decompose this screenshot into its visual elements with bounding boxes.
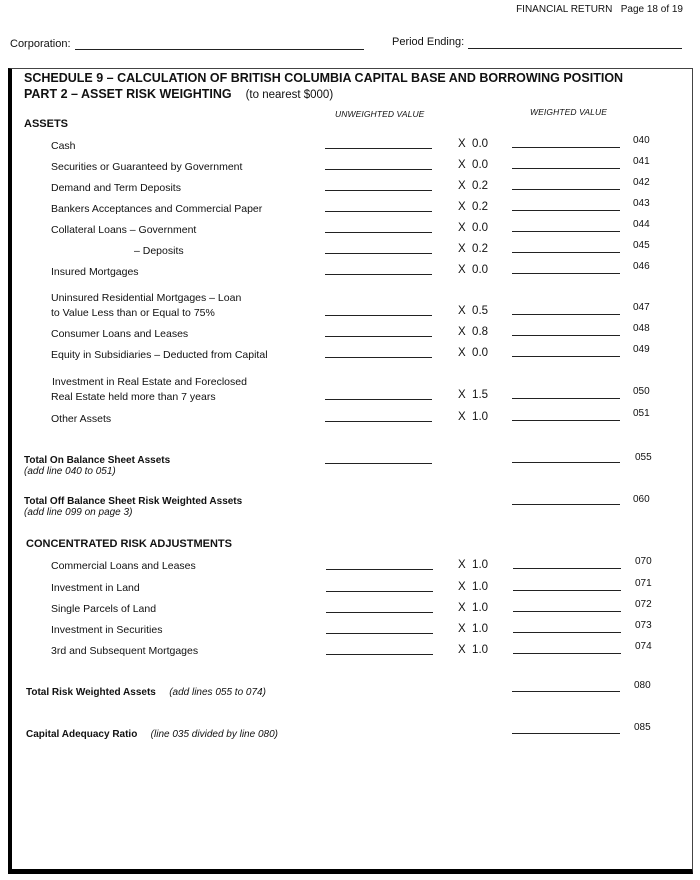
schedule-title: SCHEDULE 9 – CALCULATION OF BRITISH COLUMBIA CAPITAL BASE AND BORROWING POSITION bbox=[24, 71, 624, 85]
form-title: FINANCIAL RETURN bbox=[516, 4, 613, 15]
weighted-value-input[interactable] bbox=[512, 147, 620, 148]
part-title-note: (to nearest $000) bbox=[245, 89, 334, 101]
weighted-value-input[interactable] bbox=[512, 210, 620, 211]
line-code: 042 bbox=[633, 177, 650, 188]
line-code-055: 055 bbox=[635, 452, 652, 463]
weighted-value-input[interactable] bbox=[512, 420, 620, 421]
risk-multiplier: X 0.2 bbox=[458, 180, 489, 192]
risk-multiplier: X 1.0 bbox=[458, 644, 489, 656]
total-risk-note: (add lines 055 to 074) bbox=[169, 687, 266, 698]
concentrated-label: Investment in Securities bbox=[51, 624, 163, 636]
risk-multiplier: X 1.0 bbox=[458, 581, 489, 593]
total-on-balance-unweighted-input[interactable] bbox=[325, 463, 432, 464]
unweighted-value-input[interactable] bbox=[326, 612, 433, 613]
risk-multiplier: X 0.0 bbox=[458, 222, 489, 234]
asset-label-line2: Real Estate held more than 7 years bbox=[51, 391, 216, 403]
weighted-value-input[interactable] bbox=[512, 398, 620, 399]
concentrated-heading: CONCENTRATED RISK ADJUSTMENTS bbox=[26, 538, 232, 550]
line-code: 040 bbox=[633, 135, 650, 146]
unweighted-value-input[interactable] bbox=[325, 315, 432, 316]
line-code: 044 bbox=[633, 219, 650, 230]
capital-ratio-note: (line 035 divided by line 080) bbox=[150, 729, 278, 740]
asset-label bbox=[51, 223, 196, 238]
total-on-balance-weighted-input[interactable] bbox=[512, 462, 620, 463]
period-ending-label: Period Ending: bbox=[392, 36, 465, 48]
capital-ratio-row bbox=[26, 724, 278, 742]
line-code: 046 bbox=[633, 261, 650, 272]
total-risk-label: Total Risk Weighted Assets bbox=[26, 687, 156, 698]
unweighted-value-input[interactable] bbox=[325, 190, 432, 191]
line-code: 049 bbox=[633, 344, 650, 355]
asset-label bbox=[52, 375, 247, 405]
concentrated-label: 3rd and Subsequent Mortgages bbox=[51, 645, 199, 657]
asset-label-line1: Investment in Real Estate and Foreclosed bbox=[52, 376, 247, 388]
asset-label bbox=[51, 412, 111, 427]
line-code: 073 bbox=[635, 620, 652, 631]
weighted-value-input[interactable] bbox=[512, 335, 620, 336]
total-risk-weighted-input[interactable] bbox=[512, 691, 620, 692]
weighted-value-input[interactable] bbox=[512, 356, 620, 357]
line-code: 045 bbox=[633, 240, 650, 251]
total-off-balance-row bbox=[24, 496, 242, 518]
total-off-balance-weighted-input[interactable] bbox=[512, 504, 620, 505]
total-off-balance-note: (add line 099 on page 3) bbox=[24, 507, 133, 518]
weighted-value-input[interactable] bbox=[513, 590, 621, 591]
risk-multiplier: X 1.0 bbox=[458, 623, 489, 635]
form-header bbox=[516, 4, 683, 15]
weighted-value-input[interactable] bbox=[512, 314, 620, 315]
asset-label bbox=[51, 181, 181, 196]
asset-label bbox=[51, 291, 241, 321]
weighted-value-input[interactable] bbox=[512, 252, 620, 253]
line-code: 048 bbox=[633, 323, 650, 334]
risk-multiplier: X 1.0 bbox=[458, 602, 489, 614]
unweighted-value-input[interactable] bbox=[325, 253, 432, 254]
risk-multiplier: X 0.0 bbox=[458, 347, 489, 359]
line-code: 050 bbox=[633, 386, 650, 397]
line-code: 072 bbox=[635, 599, 652, 610]
risk-multiplier: X 1.0 bbox=[458, 411, 489, 423]
page-number: Page 18 of 19 bbox=[620, 4, 683, 15]
risk-multiplier: X 1.5 bbox=[458, 389, 489, 401]
unweighted-value-input[interactable] bbox=[325, 336, 432, 337]
weighted-value-input[interactable] bbox=[512, 168, 620, 169]
asset-label bbox=[51, 265, 139, 280]
corporation-label: Corporation: bbox=[10, 38, 71, 50]
capital-ratio-label: Capital Adequacy Ratio bbox=[26, 729, 138, 740]
risk-multiplier: X 0.0 bbox=[458, 159, 489, 171]
risk-multiplier: X 0.8 bbox=[458, 326, 489, 338]
risk-multiplier: X 0.5 bbox=[458, 305, 489, 317]
asset-label bbox=[51, 327, 188, 342]
total-on-balance-note: (add line 040 to 051) bbox=[24, 466, 116, 477]
line-code-085: 085 bbox=[634, 722, 651, 733]
asset-label-line1: Other Assets bbox=[51, 413, 112, 425]
concentrated-label: Commercial Loans and Leases bbox=[51, 560, 196, 572]
col-header-unweighted: UNWEIGHTED VALUE bbox=[335, 109, 425, 119]
asset-label bbox=[51, 139, 76, 154]
unweighted-value-input[interactable] bbox=[325, 232, 432, 233]
unweighted-value-input[interactable] bbox=[326, 569, 433, 570]
risk-multiplier: X 0.2 bbox=[458, 201, 489, 213]
asset-label-line1: Consumer Loans and Leases bbox=[51, 328, 189, 340]
line-code: 051 bbox=[633, 408, 650, 419]
weighted-value-input[interactable] bbox=[513, 632, 621, 633]
line-code: 043 bbox=[633, 198, 650, 209]
weighted-value-input[interactable] bbox=[512, 189, 620, 190]
unweighted-value-input[interactable] bbox=[325, 421, 432, 422]
period-ending-field[interactable] bbox=[468, 48, 682, 49]
capital-ratio-input[interactable] bbox=[512, 733, 620, 734]
asset-label bbox=[51, 348, 268, 363]
part-title bbox=[24, 87, 333, 101]
weighted-value-input[interactable] bbox=[513, 653, 621, 654]
asset-label-line1: Demand and Term Deposits bbox=[51, 182, 181, 194]
line-code-080: 080 bbox=[634, 680, 651, 691]
unweighted-value-input[interactable] bbox=[326, 654, 433, 655]
line-code: 070 bbox=[635, 556, 652, 567]
asset-label-line1: Cash bbox=[51, 140, 76, 152]
asset-label-line1: Securities or Guaranteed by Government bbox=[51, 161, 243, 173]
line-code: 041 bbox=[633, 156, 650, 167]
weighted-value-input[interactable] bbox=[513, 568, 621, 569]
risk-multiplier: X 1.0 bbox=[458, 559, 489, 571]
unweighted-value-input[interactable] bbox=[325, 148, 432, 149]
line-code-060: 060 bbox=[633, 494, 650, 505]
risk-multiplier: X 0.2 bbox=[458, 243, 489, 255]
line-code: 071 bbox=[635, 578, 652, 589]
total-on-balance-row bbox=[24, 455, 170, 477]
asset-label bbox=[51, 160, 242, 175]
assets-heading: ASSETS bbox=[24, 118, 69, 130]
part-title-text: PART 2 – ASSET RISK WEIGHTING bbox=[24, 87, 232, 101]
unweighted-value-input[interactable] bbox=[325, 169, 432, 170]
col-header-weighted: WEIGHTED VALUE bbox=[530, 107, 607, 117]
asset-label bbox=[51, 202, 262, 217]
asset-label-line1: Equity in Subsidiaries – Deducted from Capital bbox=[51, 349, 268, 361]
weighted-value-input[interactable] bbox=[512, 273, 620, 274]
corporation-field[interactable] bbox=[75, 49, 364, 50]
asset-label-line1: Collateral Loans – Government bbox=[51, 224, 197, 236]
line-code: 074 bbox=[635, 641, 652, 652]
concentrated-label: Investment in Land bbox=[51, 582, 140, 594]
risk-multiplier: X 0.0 bbox=[458, 264, 489, 276]
unweighted-value-input[interactable] bbox=[325, 399, 432, 400]
unweighted-value-input[interactable] bbox=[326, 591, 433, 592]
unweighted-value-input[interactable] bbox=[325, 357, 432, 358]
unweighted-value-input[interactable] bbox=[325, 211, 432, 212]
unweighted-value-input[interactable] bbox=[325, 274, 432, 275]
total-off-balance-label: Total Off Balance Sheet Risk Weighted Assets bbox=[24, 496, 243, 507]
total-on-balance-label: Total On Balance Sheet Assets bbox=[24, 455, 171, 466]
unweighted-value-input[interactable] bbox=[326, 633, 433, 634]
line-code: 047 bbox=[633, 302, 650, 313]
risk-multiplier: X 0.0 bbox=[458, 138, 489, 150]
weighted-value-input[interactable] bbox=[512, 231, 620, 232]
concentrated-label: Single Parcels of Land bbox=[51, 603, 157, 615]
asset-label bbox=[134, 244, 184, 259]
asset-label-line2: to Value Less than or Equal to 75% bbox=[51, 307, 215, 319]
asset-label-line1: Bankers Acceptances and Commercial Paper bbox=[51, 203, 263, 215]
total-risk-row bbox=[26, 682, 266, 700]
asset-label-line1: – Deposits bbox=[134, 245, 184, 257]
asset-label-line1: Uninsured Residential Mortgages – Loan bbox=[51, 292, 242, 304]
weighted-value-input[interactable] bbox=[513, 611, 621, 612]
asset-label-line1: Insured Mortgages bbox=[51, 266, 139, 278]
